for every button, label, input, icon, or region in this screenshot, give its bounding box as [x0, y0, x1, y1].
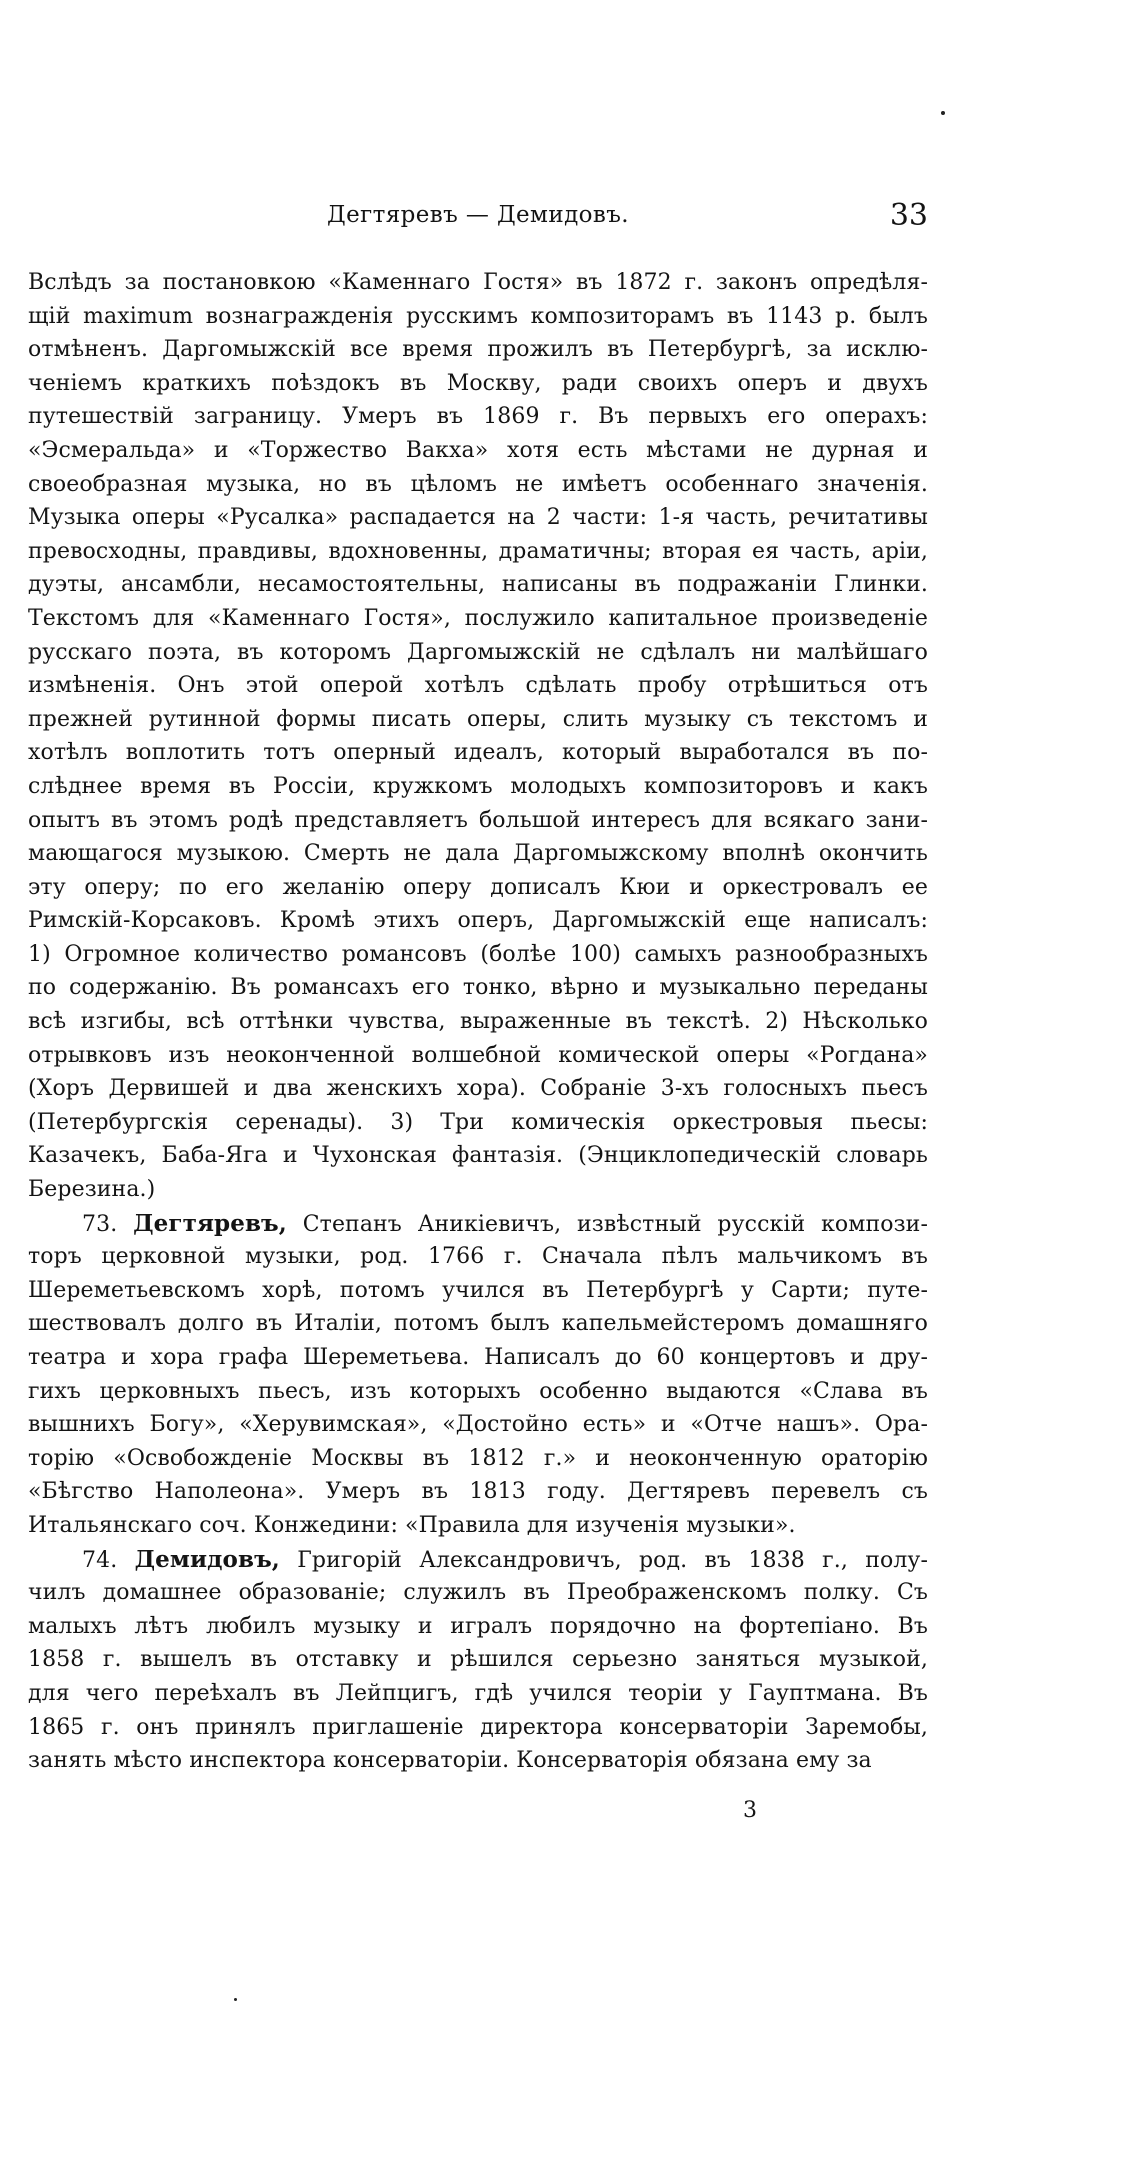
text-line: Шереметьевскомъ хорѣ, потомъ учился въ Петербургѣ у Сарти; путе-	[28, 1277, 928, 1303]
signature-mark: 3	[743, 1798, 757, 1823]
text-line	[28, 1207, 928, 1241]
text-line	[28, 1543, 928, 1577]
text-line: (Хоръ Дервишей и два женскихъ хора). Собраніе 3-хъ голосныхъ пьесъ	[28, 1076, 928, 1102]
text-line: «Эсмеральда» и «Торжество Вакха» хотя есть мѣстами не дурная и	[28, 437, 928, 463]
print-speck	[941, 111, 945, 115]
text-line: превосходны, правдивы, вдохновенны, драматичны; вторая ея часть, аріи,	[28, 538, 928, 564]
text-line: эту оперу; по его желанію оперу дописалъ Кюи и оркестровалъ ее	[28, 874, 928, 900]
text-line: 1858 г. вышелъ въ отставку и рѣшился серьезно заняться музыкой,	[28, 1647, 928, 1673]
text-line: Римскій-Корсаковъ. Кромѣ этихъ оперъ, Даргомыжскій еще написалъ:	[28, 908, 928, 934]
text-line: Казачекъ, Баба-Яга и Чухонская фантазія. (Энциклопедическій словарь	[28, 1143, 928, 1169]
text-line: (Петербургскія серенады). 3) Три комическія оркестровыя пьесы:	[28, 1109, 928, 1135]
entry-text: Степанъ Аникіевичъ, извѣстный русскій компози-	[286, 1211, 928, 1237]
text-line: Вслѣдъ за постановкою «Каменнаго Гостя» въ 1872 г. законъ опредѣля-	[28, 270, 928, 295]
paragraph	[28, 1207, 928, 1543]
running-header	[28, 200, 928, 240]
text-line: занять мѣсто инспектора консерваторіи. Консерваторія обязана ему за	[28, 1748, 872, 1774]
text-line: чилъ домашнее образованіе; служилъ въ Преображенскомъ полку. Съ	[28, 1580, 928, 1606]
text-line: торъ церковной музыки, род. 1766 г. Сначала пѣлъ мальчикомъ въ	[28, 1244, 928, 1270]
text-line: опытъ въ этомъ родѣ представляетъ большой интересъ для всякаго зани-	[28, 807, 928, 833]
text-line: гихъ церковныхъ пьесъ, изъ которыхъ особенно выдаются «Слава въ	[28, 1378, 928, 1404]
text-line: 1) Огромное количество романсовъ (болѣе 100) самыхъ разнообразныхъ	[28, 941, 928, 967]
entry-number: 74.	[82, 1547, 135, 1573]
text-line: вышнихъ Богу», «Херувимская», «Достойно есть» и «Отче нашъ». Ора-	[28, 1412, 928, 1438]
paragraph	[28, 1543, 928, 1778]
page-number: 33	[889, 198, 928, 233]
text-line: Музыка оперы «Русалка» распадается на 2 части: 1-я часть, речитативы	[28, 505, 928, 531]
text-line: Березина.)	[28, 1177, 156, 1203]
text-line: прежней рутинной формы писать оперы, слить музыку съ текстомъ и	[28, 706, 928, 732]
text-line: торію «Освобожденіе Москвы въ 1812 г.» и неоконченную ораторію	[28, 1445, 928, 1471]
text-line: шествовалъ долго въ Италіи, потомъ былъ капельмейстеромъ домашняго	[28, 1311, 928, 1337]
running-title: Дегтяревъ — Демидовъ.	[327, 202, 629, 228]
text-line: всѣ изгибы, всѣ оттѣнки чувства, выраженные въ текстѣ. 2) Нѣсколько	[28, 1009, 928, 1035]
paragraph	[28, 266, 928, 1207]
body-text	[28, 266, 928, 1778]
text-line: дуэты, ансамбли, несамостоятельны, написаны въ подражаніи Глинки.	[28, 572, 928, 598]
entry-number: 73.	[82, 1211, 134, 1237]
text-line: театра и хора графа Шереметьева. Написалъ до 60 концертовъ и дру-	[28, 1345, 928, 1370]
text-line: Итальянскаго соч. Конжедини: «Правила для изученія музыки».	[28, 1512, 796, 1538]
entry-name: Демидовъ,	[134, 1545, 280, 1573]
text-line: отмѣненъ. Даргомыжскій все время прожилъ въ Петербургѣ, за исклю-	[28, 337, 928, 363]
text-line: по содержанію. Въ романсахъ его тонко, вѣрно и музыкально переданы	[28, 975, 928, 1001]
text-line: 1865 г. онъ принялъ приглашеніе директора консерваторіи Заремобы,	[28, 1714, 928, 1740]
text-line: своеобразная музыка, но въ цѣломъ не имѣетъ особеннаго значенія.	[28, 471, 928, 497]
text-line: путешествій заграницу. Умеръ въ 1869 г. Въ первыхъ его операхъ:	[28, 404, 928, 430]
text-line: мающагося музыкою. Смерть не дала Даргомыжскому вполнѣ окончить	[28, 841, 928, 867]
text-line: отрывковъ изъ неоконченной волшебной комической оперы «Рогдана»	[28, 1042, 928, 1068]
text-line: измѣненія. Онъ этой оперой хотѣлъ сдѣлать пробу отрѣшиться отъ	[28, 673, 928, 699]
text-line: «Бѣгство Наполеона». Умеръ въ 1813 году. Дегтяревъ перевелъ съ	[28, 1479, 928, 1505]
entry-text: Григорій Александровичъ, род. въ 1838 г., полу-	[279, 1547, 928, 1573]
text-line: щій maximum вознагражденія русскимъ композиторамъ въ 1143 р. былъ	[28, 303, 928, 329]
text-line: слѣднее время въ Россіи, кружкомъ молодыхъ композиторовъ и какъ	[28, 773, 928, 799]
entry-name: Дегтяревъ,	[133, 1209, 287, 1237]
print-speck	[234, 1998, 237, 2001]
text-line: русскаго поэта, въ которомъ Даргомыжскій не сдѣлалъ ни малѣйшаго	[28, 639, 928, 665]
text-line: Текстомъ для «Каменнаго Гостя», послужило капитальное произведеніе	[28, 605, 928, 631]
text-line: хотѣлъ воплотить тотъ оперный идеалъ, который выработался въ по-	[28, 740, 928, 766]
text-line: малыхъ лѣтъ любилъ музыку и игралъ порядочно на фортепіано. Въ	[28, 1613, 928, 1639]
text-line: ченіемъ краткихъ поѣздокъ въ Москву, ради своихъ оперъ и двухъ	[28, 370, 928, 396]
text-line: для чего переѣхалъ въ Лейпцигъ, гдѣ учился теоріи у Гауптмана. Въ	[28, 1680, 928, 1706]
